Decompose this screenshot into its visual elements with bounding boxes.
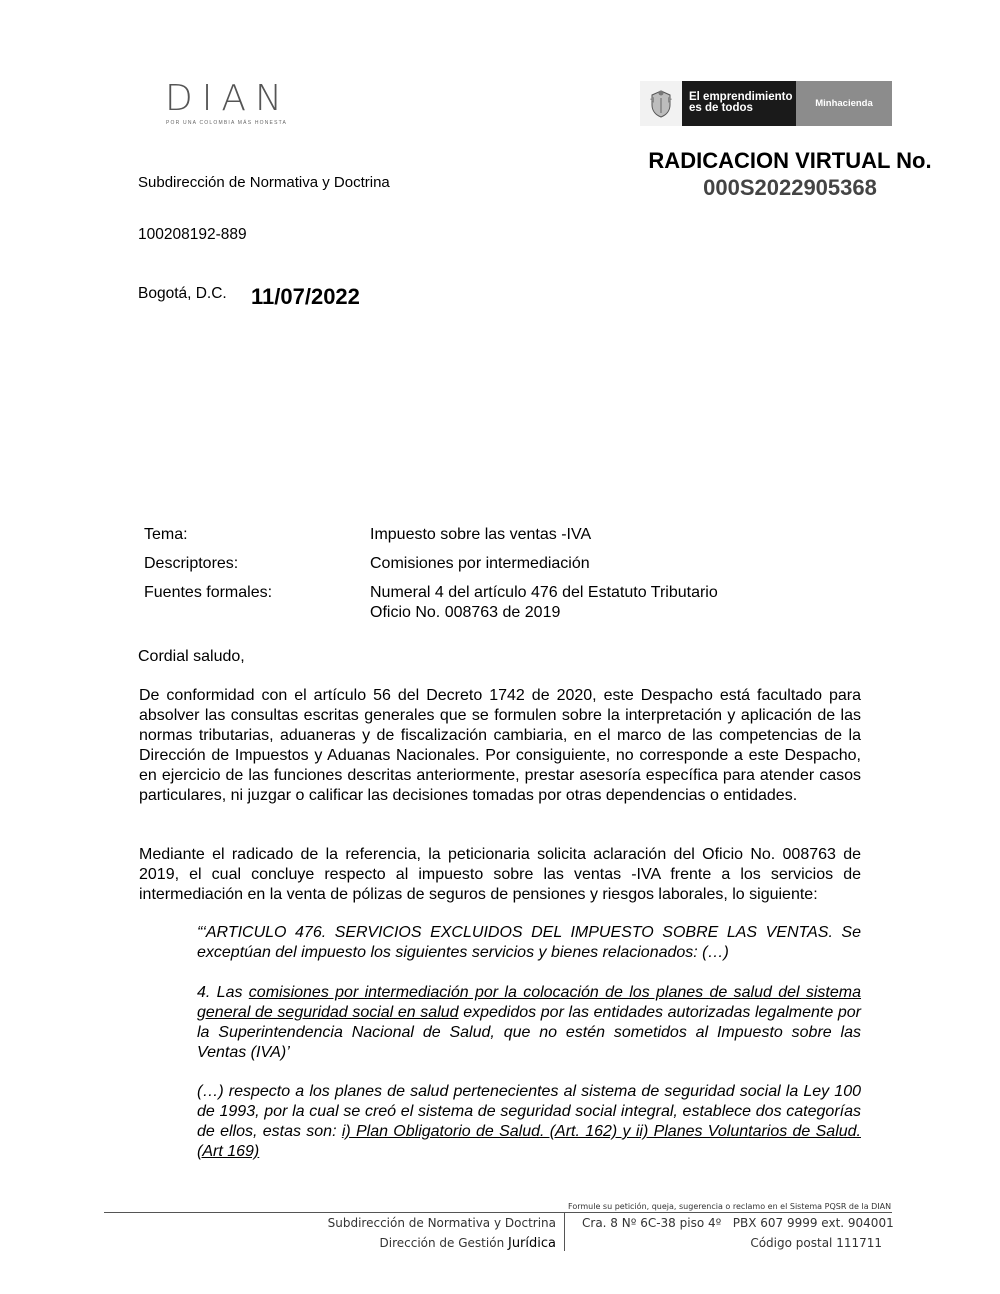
footer-direccion-bold: Jurídica xyxy=(507,1236,556,1251)
quote-numeral-4-pre: 4. Las xyxy=(197,984,249,1001)
descriptores-label: Descriptores: xyxy=(144,555,239,572)
tema-label: Tema: xyxy=(144,526,188,543)
gov-banner-line1: El emprendimiento xyxy=(689,91,793,103)
document-date: 11/07/2022 xyxy=(251,284,360,309)
fuentes-value-1: Numeral 4 del artículo 476 del Estatuto Tributario xyxy=(370,584,718,601)
footer-divider xyxy=(104,1212,892,1213)
footer-postal: Código postal 111711 xyxy=(750,1236,882,1250)
dian-logo xyxy=(165,78,325,130)
subdireccion-label: Subdirección de Normativa y Doctrina xyxy=(138,174,390,191)
radicacion-title: RADICACION VIRTUAL No. xyxy=(648,148,932,173)
quote-health-plans-pre: (…) respecto a los planes de salud pertenecientes al sistema de seguridad social la Ley 100 de 1993, por la cual se creó el sistema de seguridad social integral, establece dos categorías de ellos, estas son: xyxy=(197,1083,861,1140)
fuentes-value-2: Oficio No. 008763 de 2019 xyxy=(370,604,561,621)
coat-of-arms-icon xyxy=(640,81,682,126)
fuentes-label: Fuentes formales: xyxy=(144,584,273,601)
descriptores-value: Comisiones por intermediación xyxy=(370,555,590,572)
greeting: Cordial saludo, xyxy=(138,648,245,665)
footer-pqrs-note: Formule su petición, queja, sugerencia o reclamo en el Sistema PQSR de la DIAN xyxy=(568,1202,892,1211)
quote-article-476: “‘ARTICULO 476. SERVICIOS EXCLUIDOS DEL IMPUESTO SOBRE LAS VENTAS. Se exceptúan del impuesto los siguientes servicios y bienes relacionados: (…) xyxy=(197,924,861,961)
dian-logo-tagline: POR UNA COLOMBIA MÁS HONESTA xyxy=(166,120,288,126)
quote-numeral-4-post: expedidos por las entidades autorizadas legalmente por la Superintendencia Nacional de Salud, que no estén sometidos al Impuesto sobre las Ventas (IVA)’ xyxy=(197,1004,862,1061)
dian-logo-text: DIAN xyxy=(165,78,291,119)
quote-health-plans-underlined: i) Plan Obligatorio de Salud. (Art. 162) y ii) Planes Voluntarios de Salud. (Art 169) xyxy=(197,1123,861,1160)
footer-subdireccion: Subdirección de Normativa y Doctrina xyxy=(327,1216,556,1230)
radicacion-number: 000S2022905368 xyxy=(703,175,877,200)
quote-numeral-4-underlined: comisiones por intermediación por la colocación de los planes de salud del sistema general de seguridad social en salud xyxy=(197,984,862,1021)
footer-direccion xyxy=(320,1236,556,1251)
quote-numeral-4 xyxy=(197,983,861,1063)
footer-phone: PBX 607 9999 ext. 904001 xyxy=(732,1216,894,1230)
paragraph-request: Mediante el radicado de la referencia, la peticionaria solicita aclaración del Oficio No. 008763 de 2019, el cual concluye respecto al impuesto sobre las ventas -IVA frente a los servicios de intermediación en la venta de pólizas de seguros de pensiones y riesgos laborales, lo siguiente: xyxy=(139,846,861,903)
gov-banner-slogan xyxy=(682,81,796,126)
city: Bogotá, D.C. xyxy=(138,285,227,302)
government-banner xyxy=(640,81,892,126)
footer-vertical-divider xyxy=(564,1213,565,1251)
footer-direccion-pre: Dirección de Gestión xyxy=(379,1236,508,1250)
gov-banner-line2: es de todos xyxy=(689,102,753,114)
quote-health-plans xyxy=(197,1082,861,1162)
footer-address: Cra. 8 Nº 6C-38 piso 4º xyxy=(582,1216,722,1230)
reference-number: 100208192-889 xyxy=(138,226,247,243)
gov-banner-ministry: Minhacienda xyxy=(796,81,892,126)
paragraph-competence: De conformidad con el artículo 56 del Decreto 1742 de 2020, este Despacho está facultado para absolver las consultas escritas generales que se formulen sobre la interpretación y aplicación de las normas tributarias, aduaneras y de fiscalización cambiaria, en el marco de las competencias de la Dirección de Impuestos y Aduanas Nacionales. Por consiguiente, no corresponde a este Despacho, en ejercicio de las funciones descritas anteriormente, prestar asesoría específica para atender casos particulares, ni juzgar o calificar las decisiones tomadas por otras dependencias o entidades. xyxy=(139,687,861,804)
tema-value: Impuesto sobre las ventas -IVA xyxy=(370,526,592,543)
footer-address-phone xyxy=(582,1216,894,1230)
